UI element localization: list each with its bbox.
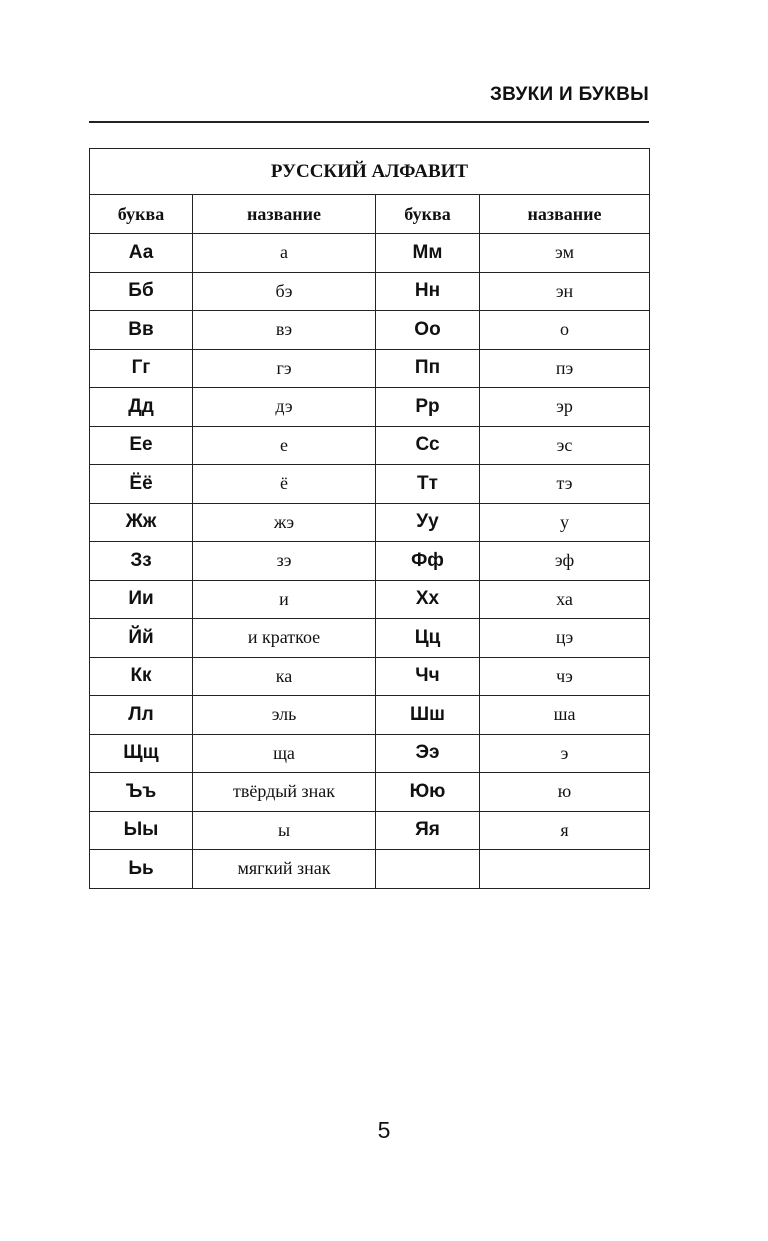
letter-cell: Тт (376, 465, 480, 504)
letter-name-cell: мягкий знак (193, 850, 376, 889)
table-row (90, 773, 650, 812)
letter-cell: Рр (376, 388, 480, 427)
letter-name-cell: эс (480, 426, 650, 465)
letter-name-cell (480, 850, 650, 889)
letter-cell: Лл (90, 696, 193, 735)
alphabet-table (89, 148, 650, 889)
letter-cell: Ээ (376, 734, 480, 773)
table-row (90, 657, 650, 696)
table-row (90, 811, 650, 850)
letter-name-cell: эль (193, 696, 376, 735)
letter-name-cell: вэ (193, 311, 376, 350)
letter-name-cell: жэ (193, 503, 376, 542)
letter-name-cell: пэ (480, 349, 650, 388)
letter-cell: Оо (376, 311, 480, 350)
letter-cell: Йй (90, 619, 193, 658)
letter-cell: Сс (376, 426, 480, 465)
letter-cell: Шш (376, 696, 480, 735)
letter-name-cell: тэ (480, 465, 650, 504)
table-row (90, 542, 650, 581)
column-header-name: название (480, 195, 650, 234)
letter-cell: Дд (90, 388, 193, 427)
letter-cell: Ии (90, 580, 193, 619)
table-row (90, 503, 650, 542)
letter-name-cell: е (193, 426, 376, 465)
table-row (90, 850, 650, 889)
letter-name-cell: у (480, 503, 650, 542)
letter-cell: Яя (376, 811, 480, 850)
letter-name-cell: ша (480, 696, 650, 735)
table-row (90, 349, 650, 388)
letter-name-cell: ю (480, 773, 650, 812)
letter-cell: Ее (90, 426, 193, 465)
letter-cell: Щщ (90, 734, 193, 773)
letter-cell: Зз (90, 542, 193, 581)
letter-name-cell: я (480, 811, 650, 850)
letter-name-cell: э (480, 734, 650, 773)
column-header-letter: буква (90, 195, 193, 234)
letter-cell: Ыы (90, 811, 193, 850)
letter-name-cell: дэ (193, 388, 376, 427)
letter-cell (376, 850, 480, 889)
table-row (90, 311, 650, 350)
letter-name-cell: и краткое (193, 619, 376, 658)
letter-name-cell: ха (480, 580, 650, 619)
letter-name-cell: а (193, 234, 376, 273)
letter-name-cell: ы (193, 811, 376, 850)
letter-cell: Жж (90, 503, 193, 542)
letter-name-cell: цэ (480, 619, 650, 658)
letter-name-cell: ё (193, 465, 376, 504)
letter-name-cell: эн (480, 272, 650, 311)
letter-name-cell: ща (193, 734, 376, 773)
table-row (90, 388, 650, 427)
table-row (90, 619, 650, 658)
letter-cell: Фф (376, 542, 480, 581)
letter-cell: Мм (376, 234, 480, 273)
letter-name-cell: эф (480, 542, 650, 581)
letter-cell: Аа (90, 234, 193, 273)
table-body (90, 234, 650, 889)
letter-cell: Уу (376, 503, 480, 542)
table-row (90, 696, 650, 735)
letter-cell: Гг (90, 349, 193, 388)
letter-cell: Ьь (90, 850, 193, 889)
letter-name-cell: гэ (193, 349, 376, 388)
letter-name-cell: зэ (193, 542, 376, 581)
header-rule (89, 121, 649, 123)
letter-cell: Хх (376, 580, 480, 619)
table-row (90, 272, 650, 311)
page-number: 5 (377, 1117, 391, 1143)
letter-name-cell: эр (480, 388, 650, 427)
letter-cell: Ёё (90, 465, 193, 504)
column-header-name: название (193, 195, 376, 234)
table-title: РУССКИЙ АЛФАВИТ (90, 149, 650, 195)
letter-cell: Нн (376, 272, 480, 311)
letter-name-cell: эм (480, 234, 650, 273)
letter-cell: Чч (376, 657, 480, 696)
running-title: ЗВУКИ И БУКВЫ (489, 84, 649, 105)
letter-name-cell: о (480, 311, 650, 350)
letter-cell: Ъъ (90, 773, 193, 812)
table-row (90, 465, 650, 504)
letter-name-cell: чэ (480, 657, 650, 696)
letter-name-cell: твёрдый знак (193, 773, 376, 812)
table-row (90, 580, 650, 619)
letter-cell: Цц (376, 619, 480, 658)
letter-cell: Вв (90, 311, 193, 350)
letter-name-cell: бэ (193, 272, 376, 311)
letter-cell: Пп (376, 349, 480, 388)
letter-cell: Бб (90, 272, 193, 311)
table-row (90, 734, 650, 773)
letter-cell: Кк (90, 657, 193, 696)
letter-name-cell: и (193, 580, 376, 619)
column-header-letter: буква (376, 195, 480, 234)
table-row (90, 234, 650, 273)
letter-name-cell: ка (193, 657, 376, 696)
table-row (90, 426, 650, 465)
letter-cell: Юю (376, 773, 480, 812)
